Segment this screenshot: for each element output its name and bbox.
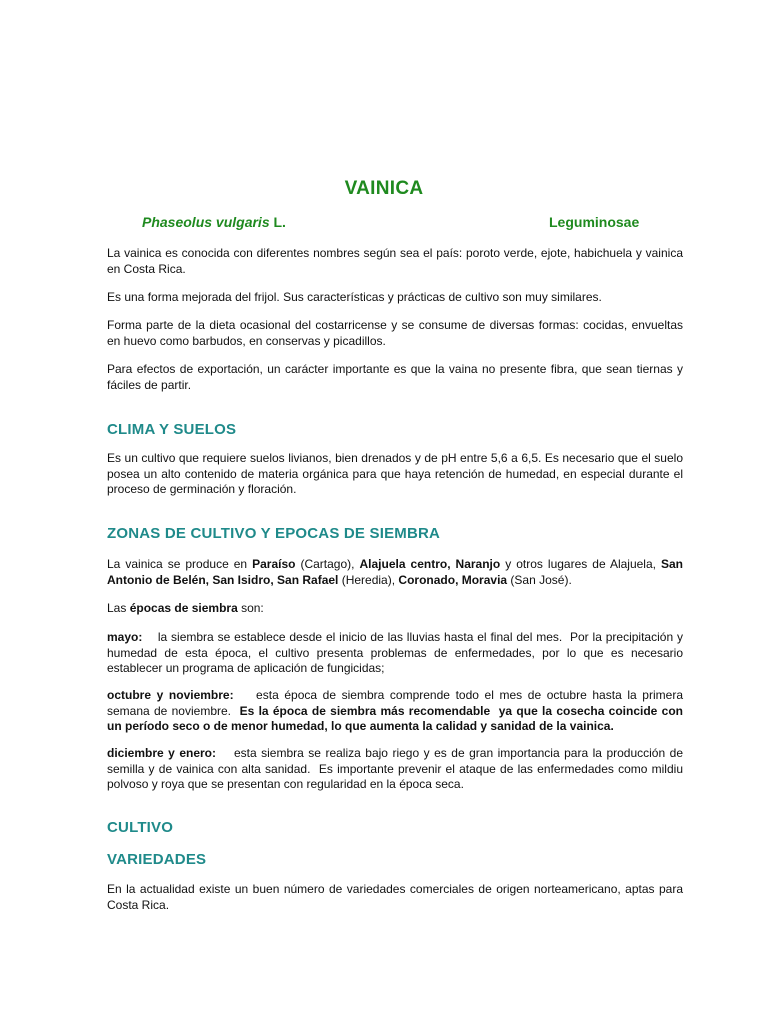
diciembre-paragraph	[107, 746, 687, 793]
octubre-bold-text: Es la época de siembra más recomendable ya que la cosecha coincide con un período seco o de menor humedad, lo que aumenta la calidad y sanidad de la vainica.	[107, 703, 687, 733]
epocas-bold: épocas de siembra	[129, 601, 238, 615]
clima-paragraph: Es un cultivo que requiere suelos livianos, bien drenados y de pH entre 5,6 a 6,5. Es necesario que el suelo posea un alto contenido de materia orgánica para que haya retención de humedad, en especial durante el proceso de germinación y floración.	[107, 451, 683, 496]
produce-place-paraiso: Paraíso	[252, 557, 296, 571]
epocas-paragraph	[107, 601, 683, 617]
document-title: VAINICA	[344, 178, 424, 199]
produce-text-5: (San José).	[507, 572, 572, 587]
intro-paragraph-1: La vainica es conocida con diferentes nombres según sea el país: poroto verde, ejote, habichuela y vainica en Costa Rica.	[107, 246, 683, 276]
epocas-text-1: Las	[107, 601, 130, 615]
heading-clima-suelos: CLIMA Y SUELOS	[107, 421, 237, 438]
family-name: Leguminosae	[549, 214, 640, 230]
produce-text-1: La vainica se produce en	[107, 557, 253, 571]
diciembre-label: diciembre y enero:	[107, 746, 217, 760]
intro-paragraph-2: Es una forma mejorada del frijol. Sus características y prácticas de cultivo son muy similares.	[107, 290, 602, 304]
intro-paragraph-3: Forma parte de la dieta ocasional del costarricense y se consume de diversas formas: cocidas, envueltas en huevo como barbudos, en conservas y picadillos.	[107, 318, 683, 348]
octubre-label: octubre y noviembre:	[107, 688, 234, 702]
epocas-text-2: son:	[237, 601, 264, 615]
mayo-paragraph	[107, 630, 687, 677]
produce-place-heredia: San Antonio de Belén, San Isidro, San Rafael	[107, 557, 684, 587]
species-latin-name: Phaseolus vulgaris	[142, 214, 270, 230]
produce-text-4: (Heredia),	[338, 572, 399, 587]
mayo-label: mayo:	[107, 630, 143, 644]
heading-zonas-cultivo: ZONAS DE CULTIVO Y EPOCAS DE SIEMBRA	[107, 525, 441, 542]
octubre-paragraph	[107, 688, 687, 735]
zonas-produce-paragraph	[107, 557, 683, 588]
produce-place-sanjose: Coronado, Moravia	[398, 572, 508, 587]
species-row	[142, 214, 662, 234]
intro-paragraph-4: Para efectos de exportación, un carácter importante es que la vaina no presente fibra, que sean tiernas y fáciles de partir.	[107, 362, 683, 392]
heading-cultivo: CULTIVO	[107, 819, 174, 836]
mayo-text: la siembra se establece desde el inicio de las lluvias hasta el final del mes. Por la precipitación y humedad de esta época, el cultivo presenta problemas de enfermedades, por lo que es necesario establecer un programa de aplicación de fungicidas;	[107, 630, 687, 675]
diciembre-text: esta siembra se realiza bajo riego y es de gran importancia para la producción de semilla y de vainica con alta sanidad. Es importante prevenir el ataque de las enfermedades como mildiu polvoso y roya que se presentan con regularidad en la época seca.	[107, 746, 687, 791]
species-author: L.	[269, 214, 286, 230]
produce-text-3: y otros lugares de Alajuela,	[500, 557, 661, 571]
octubre-text: esta época de siembra comprende todo el mes de octubre hasta la primera semana de noviembre.	[107, 688, 687, 718]
produce-place-alajuela: Alajuela centro, Naranjo	[359, 557, 501, 571]
species-name	[142, 214, 286, 230]
variedades-paragraph: En la actualidad existe un buen número de variedades comerciales de origen norteamericano, aptas para Costa Rica.	[107, 882, 683, 912]
produce-text-2: (Cartago),	[295, 557, 360, 571]
heading-variedades: VARIEDADES	[107, 851, 207, 868]
